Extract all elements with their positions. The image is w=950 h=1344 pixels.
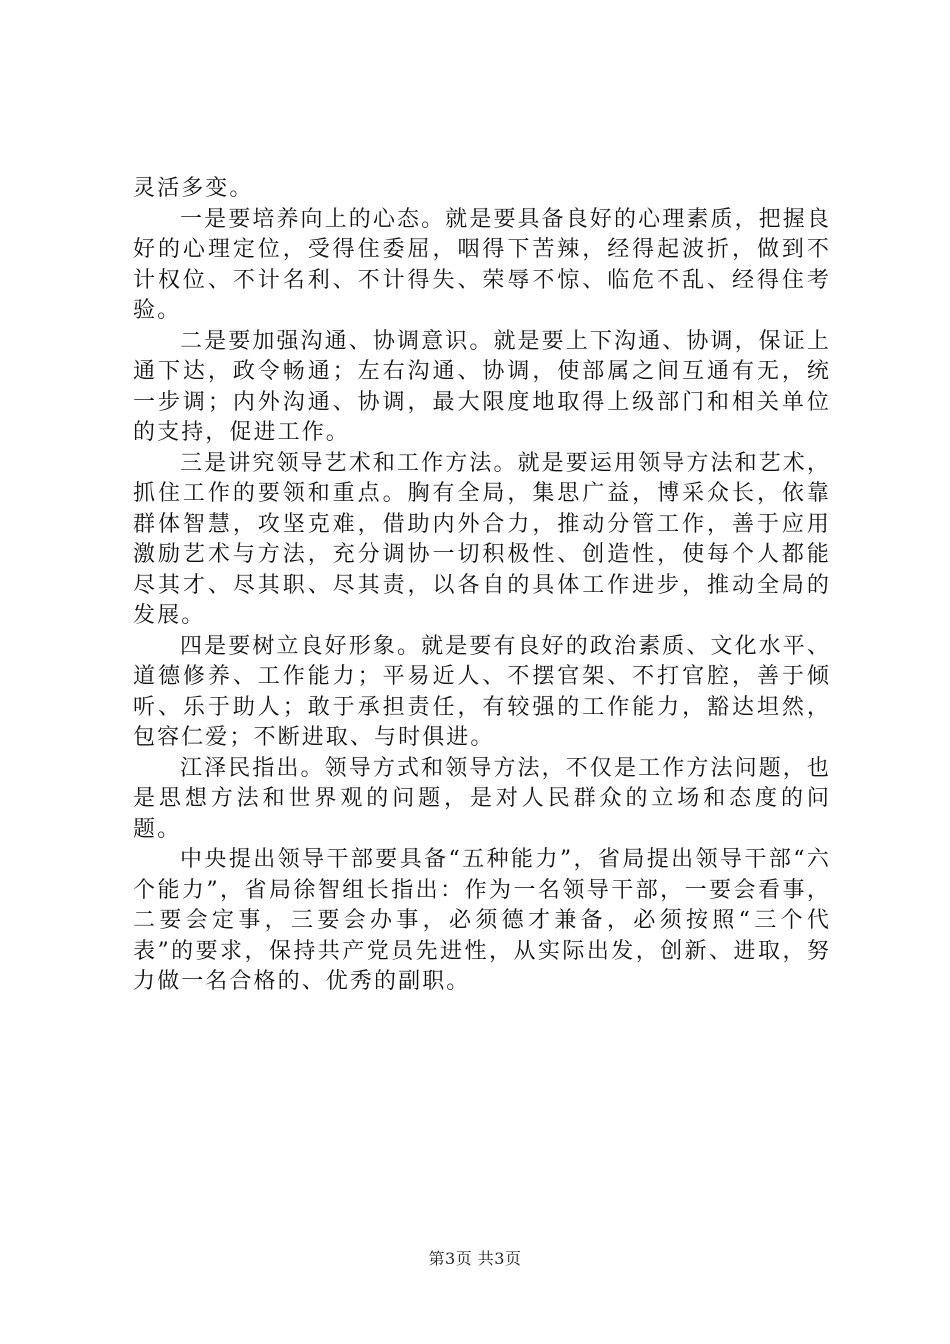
- document-body: [133, 174, 831, 998]
- paragraph-quote: 江泽民指出。领导方式和领导方法，不仅是工作方法问题，也是思想方法和世界观的问题，是对人民群众的立场和态度的问题。: [133, 755, 831, 842]
- paragraph-mindset: 一是要培养向上的心态。就是要具备良好的心理素质，把握良好的心理定位，受得住委屈，咽得下苦辣，经得起波折，做到不计权位、不计名利、不计得失、荣辱不惊、临危不乱、经得住考验。: [133, 206, 831, 323]
- paragraph-abilities: 中央提出领导干部要具备“五种能力”，省局提出领导干部“六个能力”，省局徐智组长指出：作为一名领导干部，一要会看事，二要会定事，三要会办事，必须德才兼备，必须按照“三个代表”的要求，保持共产党员先进性，从实际出发，创新、进取，努力做一名合格的、优秀的副职。: [133, 847, 831, 994]
- paragraph-image: 四是要树立良好形象。就是要有良好的政治素质、文化水平、道德修养、工作能力；平易近人、不摆官架、不打官腔，善于倾听、乐于助人；敢于承担责任，有较强的工作能力，豁达坦然，包容仁爱；不断进取、与时俱进。: [133, 633, 831, 750]
- paragraph-continuation: 灵活多变。: [133, 176, 254, 201]
- page-number-footer: 第3页 共3页: [428, 1249, 522, 1268]
- paragraph-communication: 二是要加强沟通、协调意识。就是要上下沟通、协调，保证上通下达，政令畅通；左右沟通、协调，使部属之间互通有无，统一步调；内外沟通、协调，最大限度地取得上级部门和相关单位的支持，促进工作。: [133, 328, 831, 445]
- paragraph-leadership-art: 三是讲究领导艺术和工作方法。就是要运用领导方法和艺术，抓住工作的要领和重点。胸有全局，集思广益，博采众长，依靠群体智慧，攻坚克难，借助内外合力，推动分管工作，善于应用激励艺术与方法，充分调协一切积极性、创造性，使每个人都能尽其才、尽其职、尽其责，以各自的具体工作进步，推动全局的发展。: [133, 450, 831, 628]
